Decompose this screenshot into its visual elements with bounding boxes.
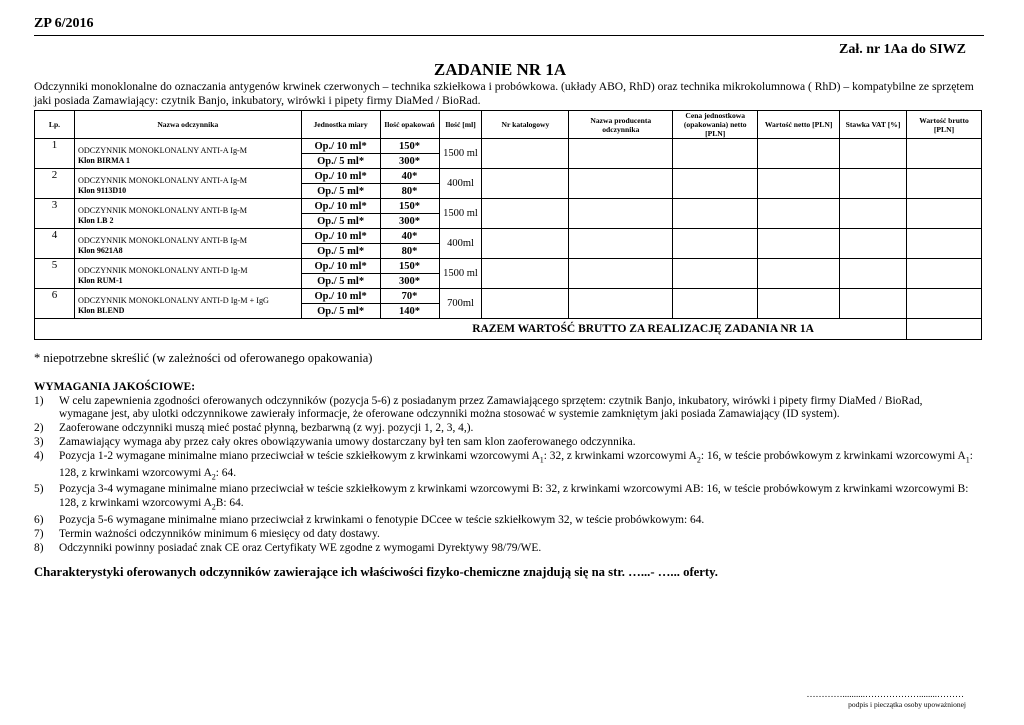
empty-cell <box>482 289 569 319</box>
unit-cell: Op./ 5 ml* <box>301 304 380 319</box>
table-header-row <box>35 111 982 139</box>
package-qty-cell: 150* <box>380 139 439 154</box>
table-row <box>35 259 982 274</box>
column-header: Ilość opakowań <box>380 111 439 139</box>
empty-cell <box>569 289 673 319</box>
signature-line: …………..........………………........……… <box>806 689 964 699</box>
unit-cell: Op./ 5 ml* <box>301 244 380 259</box>
row-number: 1 <box>35 139 75 169</box>
column-header: Cena jednostkowa (opakowania) netto [PLN] <box>673 111 758 139</box>
empty-cell <box>569 169 673 199</box>
empty-cell <box>482 169 569 199</box>
requirement-number: 3) <box>34 435 44 448</box>
reagent-name <box>74 229 301 259</box>
unit-cell: Op./ 10 ml* <box>301 229 380 244</box>
task-title: ZADANIE NR 1A <box>433 60 567 79</box>
column-header: Wartość brutto [PLN] <box>906 111 981 139</box>
reagent-name <box>74 169 301 199</box>
reagent-clone: Klon RUM-1 <box>77 275 123 285</box>
requirement-item <box>34 542 974 556</box>
requirements-section <box>34 381 974 555</box>
requirements-heading: WYMAGANIA JAKOŚCIOWE: <box>34 381 196 393</box>
volume-cell: 1500 ml <box>439 139 482 169</box>
intro-text: Odczynniki monoklonalne do oznaczania antygenów krwinek czerwonych – technika szkiełkowa i probówkowa. (układy ABO, RhD) oraz technika mikrokolumnowa ( RhD) – kompatybilne ze sprzętem jaki posiada Zamawiający: czytnik Banjo, inkubatory, wirówki i pipety firmy DiaMed / BioRad. <box>34 80 974 107</box>
requirement-text: Odczynniki powinny posiadać znak CE oraz Certyfikaty WE zgodne z wymogami Dyrektywy 98/79/WE. <box>59 541 542 554</box>
requirement-text: Pozycja 3-4 wymagane minimalne miano przeciwciał w teście szkiełkowym z krwinkami wzorcowymi B: 32, z krwinkami wzorcowymi AB: 16, w teście probówkowym z krwinkami wzorcowymi B: 128, z krwinkami wzorcowymi $A_2B$: 64. <box>59 483 969 512</box>
requirement-number: 5) <box>34 483 44 496</box>
volume-cell: 1500 ml <box>439 259 482 289</box>
reagent-clone: Klon 9621A8 <box>77 245 123 255</box>
empty-cell <box>569 139 673 169</box>
reagent-name-text: ODCZYNNIK MONOKLONALNY ANTI-A Ig-M <box>77 145 248 155</box>
total-row <box>35 319 982 340</box>
reagent-name <box>74 289 301 319</box>
row-number: 3 <box>35 199 75 229</box>
empty-cell <box>840 139 907 169</box>
package-qty-cell: 300* <box>380 154 439 169</box>
volume-cell: 400ml <box>439 229 482 259</box>
characteristics-statement: Charakterystyki oferowanych odczynników zawierające ich właściwości fizyko-chemiczne znajdują się na str. …...- …... oferty. <box>34 565 718 579</box>
empty-cell <box>673 289 758 319</box>
empty-cell <box>673 229 758 259</box>
package-qty-cell: 140* <box>380 304 439 319</box>
requirement-text: Zamawiający wymaga aby przez cały okres obowiązywania umowy dostarczany był ten sam klon zaoferowanego odczynnika. <box>59 435 636 448</box>
package-qty-cell: 40* <box>380 169 439 184</box>
empty-cell <box>758 259 840 289</box>
unit-cell: Op./ 10 ml* <box>301 139 380 154</box>
reagent-clone: Klon BIRMA 1 <box>77 155 130 165</box>
reagent-name <box>74 139 301 169</box>
signature-label: podpis i pieczątka osoby upoważnionej <box>848 700 966 709</box>
requirement-number: 8) <box>34 541 44 554</box>
empty-cell <box>906 229 981 259</box>
reagent-name-text: ODCZYNNIK MONOKLONALNY ANTI-B Ig-M <box>77 205 248 215</box>
requirement-item <box>34 528 974 542</box>
column-header: Stawka VAT [%] <box>840 111 907 139</box>
document-number: ZP 6/2016 <box>34 16 94 31</box>
package-qty-cell: 150* <box>380 199 439 214</box>
unit-cell: Op./ 5 ml* <box>301 274 380 289</box>
empty-cell <box>758 139 840 169</box>
empty-cell <box>482 229 569 259</box>
column-header: Nazwa producenta odczynnika <box>569 111 673 139</box>
column-header: Jednostka miary <box>301 111 380 139</box>
column-header: Nazwa odczynnika <box>74 111 301 139</box>
requirement-item <box>34 450 974 484</box>
requirement-text: W celu zapewnienia zgodności oferowanych odczynników (pozycja 5-6) z posiadanym przez Zamawiającego sprzętem: czytnik Banjo, inkubatory, wirówki i pipety firmy DiaMed / BioRad, wymagane jest, aby ulotki odczynnikowe zawierały informacje, że oferowane odczynniki można stosować w systemie zamkniętym jaki posiada Zamawiający (ID system). <box>59 394 923 421</box>
empty-cell <box>840 289 907 319</box>
requirement-number: 7) <box>34 527 44 540</box>
requirement-item <box>34 514 974 528</box>
empty-cell <box>906 169 981 199</box>
unit-cell: Op./ 5 ml* <box>301 214 380 229</box>
empty-cell <box>673 199 758 229</box>
empty-cell <box>906 139 981 169</box>
row-number: 4 <box>35 229 75 259</box>
empty-cell <box>482 199 569 229</box>
empty-cell <box>673 139 758 169</box>
empty-cell <box>758 229 840 259</box>
reagent-name-text: ODCZYNNIK MONOKLONALNY ANTI-B Ig-M <box>77 235 248 245</box>
reagent-clone: Klon LB 2 <box>77 215 114 225</box>
row-number: 6 <box>35 289 75 319</box>
package-qty-cell: 300* <box>380 214 439 229</box>
row-number: 2 <box>35 169 75 199</box>
footnote: * niepotrzebne skreślić (w zależności od oferowanego opakowania) <box>34 351 373 365</box>
empty-cell <box>906 289 981 319</box>
reagent-clone: Klon 9113D10 <box>77 185 127 195</box>
requirement-number: 4) <box>34 449 44 462</box>
empty-cell <box>840 229 907 259</box>
volume-cell: 1500 ml <box>439 199 482 229</box>
table-row <box>35 229 982 244</box>
empty-cell <box>569 229 673 259</box>
total-label: RAZEM WARTOŚĆ BRUTTO ZA REALIZACJĘ ZADANIA NR 1A <box>35 319 907 340</box>
requirement-item <box>34 436 974 450</box>
requirement-text: Pozycja 5-6 wymagane minimalne miano przeciwciał z krwinkami o fenotypie DCcee w teście szkiełkowym 32, w teście probówkowym: 64. <box>59 514 705 527</box>
empty-cell <box>673 259 758 289</box>
package-qty-cell: 80* <box>380 244 439 259</box>
total-value-cell <box>906 319 981 340</box>
attachment-label: Zał. nr 1Aa do SIWZ <box>839 42 966 57</box>
requirement-item <box>34 395 974 422</box>
empty-cell <box>569 199 673 229</box>
requirement-item <box>34 483 974 514</box>
empty-cell <box>906 259 981 289</box>
requirement-item <box>34 422 974 436</box>
reagent-name-text: ODCZYNNIK MONOKLONALNY ANTI-A Ig-M <box>77 175 248 185</box>
header-rule <box>34 35 984 36</box>
table-row <box>35 169 982 184</box>
unit-cell: Op./ 5 ml* <box>301 184 380 199</box>
table-body <box>35 139 982 340</box>
requirements-list <box>34 395 974 556</box>
package-qty-cell: 40* <box>380 229 439 244</box>
unit-cell: Op./ 5 ml* <box>301 154 380 169</box>
volume-cell: 400ml <box>439 169 482 199</box>
reagent-name <box>74 199 301 229</box>
volume-cell: 700ml <box>439 289 482 319</box>
package-qty-cell: 80* <box>380 184 439 199</box>
empty-cell <box>906 199 981 229</box>
requirement-number: 6) <box>34 514 44 527</box>
empty-cell <box>569 259 673 289</box>
column-header: Nr katalogowy <box>482 111 569 139</box>
unit-cell: Op./ 10 ml* <box>301 289 380 304</box>
requirement-text: Termin ważności odczynników minimum 6 miesięcy od daty dostawy. <box>59 527 380 540</box>
empty-cell <box>673 169 758 199</box>
package-qty-cell: 70* <box>380 289 439 304</box>
column-header: Wartość netto [PLN] <box>758 111 840 139</box>
empty-cell <box>840 199 907 229</box>
reagent-name-text: ODCZYNNIK MONOKLONALNY ANTI-D Ig-M <box>77 265 248 275</box>
unit-cell: Op./ 10 ml* <box>301 169 380 184</box>
row-number: 5 <box>35 259 75 289</box>
reagent-name <box>74 259 301 289</box>
table-row <box>35 199 982 214</box>
reagent-clone: Klon BLEND <box>77 305 125 315</box>
empty-cell <box>840 169 907 199</box>
column-header: Lp. <box>35 111 75 139</box>
table-row <box>35 289 982 304</box>
empty-cell <box>482 139 569 169</box>
empty-cell <box>758 199 840 229</box>
pricing-table <box>34 110 982 340</box>
requirement-text: Zaoferowane odczynniki muszą mieć postać płynną, bezbarwną (z wyj. pozycji 1, 2, 3, 4,). <box>59 422 474 435</box>
empty-cell <box>840 259 907 289</box>
unit-cell: Op./ 10 ml* <box>301 259 380 274</box>
package-qty-cell: 150* <box>380 259 439 274</box>
empty-cell <box>758 289 840 319</box>
requirement-text: Pozycja 1-2 wymagane minimalne miano przeciwciał w teście szkiełkowym z krwinkami wzorcowymi $A_1$: 32, z krwinkami wzorcowymi $A_2$: 16, w teście probówkowym z krwinkami wzorcowymi $A_1$: 128, z krwinkami wzorcowymi $A_2$: 64. <box>59 449 973 481</box>
requirement-number: 1) <box>34 394 44 407</box>
reagent-name-text: ODCZYNNIK MONOKLONALNY ANTI-D Ig-M + IgG <box>77 295 269 305</box>
requirement-number: 2) <box>34 422 44 435</box>
column-header: Ilość [ml] <box>439 111 482 139</box>
empty-cell <box>482 259 569 289</box>
package-qty-cell: 300* <box>380 274 439 289</box>
empty-cell <box>758 169 840 199</box>
unit-cell: Op./ 10 ml* <box>301 199 380 214</box>
table-row <box>35 139 982 154</box>
